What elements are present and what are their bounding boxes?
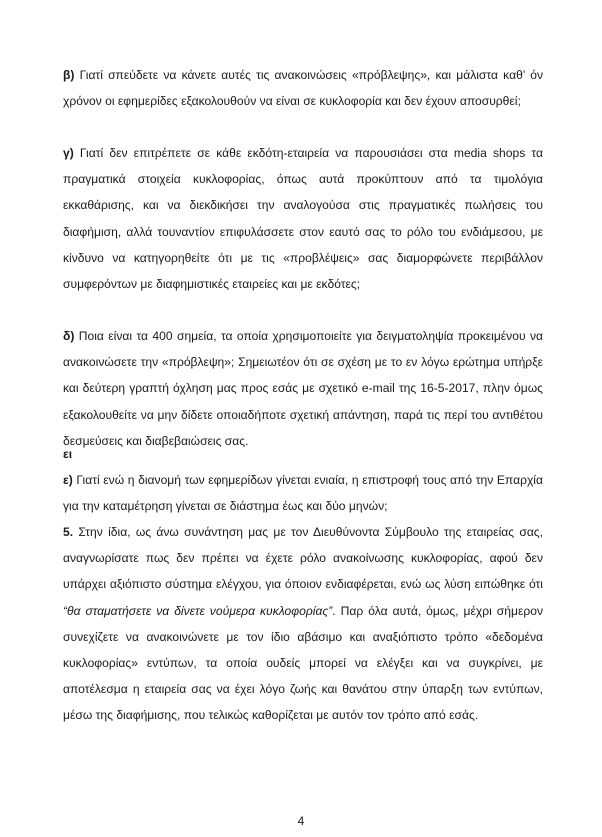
item-label: ε	[63, 447, 69, 461]
paragraph-delta	[63, 323, 543, 454]
item-text: Γιατί δεν επιτρέπετε σε κάθε εκδότη-εταιρεία να παρουσιάσει στα media shops τα πραγματικά στοιχεία κυκλοφορίας, όπως αυτά προκύπτουν από τα τιμολόγια εκκαθάρισης, και να διεκδικήσει την αναλογούσα στις πραγματικές πωλήσεις του διαφήμιση, αλλά τουναντίον επιφυλάσσετε στον εαυτό σας το ρόλο του ενδιάμεσου, με κίνδυνο να κατηγορηθείτε ότι με τις «προβλέψεις» σας διαμορφώνετε περιβάλλον συμφερόντων με διαφημιστικές εταιρείες και με εκδότες;	[63, 146, 543, 292]
paragraph-epsilon-heading	[63, 441, 543, 467]
item-quote: “θα σταματήσετε να δίνετε νούμερα κυκλοφορίας”	[63, 603, 333, 618]
item-text-after: . Παρ όλα αυτά, όμως, μέχρι σήμερον συνεχίζετε να ανακοινώνετε με τον ίδιο αβάσιμο και αναξιόπιστο τρόπο «δεδομένα κυκλοφορίας» εντύπων, τα οποία ουδείς μπορεί να ελέγξει και να συγκρίνει, με αποτέλεσμα η εταιρεία σας να έχει λόγο ζωής και θανάτου στην ύπαρξη των εντύπων, μέσω της διαφήμισης, που τελικώς καθορίζεται με αυτόν τον τρόπο από εσάς.	[63, 603, 543, 723]
item-label: 5.	[63, 525, 74, 539]
item-label: ε)	[63, 473, 73, 487]
paragraph-epsilon	[63, 467, 543, 519]
item-text: Γιατί ενώ η διανομή των εφημερίδων γίνεται ενιαία, η επιστροφή τους από την Επαρχία για την καταμέτρηση γίνεται σε διάστημα έως και δύο μηνών;	[63, 473, 543, 514]
paragraph-beta	[63, 62, 543, 114]
paragraph-gamma	[63, 140, 543, 297]
item-label: γ)	[63, 146, 74, 160]
item-label: β)	[63, 68, 75, 82]
item-text: Ποια είναι τα 400 σημεία, τα οποία χρησιμοποιείτε για δειγματοληψία προκειμένου να ανακοινώσετε την «πρόβλεψη»; Σημειωτέον ότι σε σχέση με το εν λόγω ερώτημα υπήρξε και δεύτερη γραπτή όχληση μας προς εσάς με σχετικό e-mail της 16-5-2017, πλην όμως εξακολουθείτε να μην δίδετε οποιαδήποτε σχετική απάντηση, παρά τις περί του αντιθέτου δεσμεύσεις και διαβεβαιώσεις σας.	[63, 329, 543, 448]
paragraph-five	[63, 519, 543, 729]
item-label: δ)	[63, 329, 75, 343]
item-label-trail: ι	[68, 447, 73, 461]
item-text: Γιατί σπεύδετε να κάνετε αυτές τις ανακοινώσεις «πρόβλεψης», και μάλιστα καθ’ όν χρόνον οι εφημερίδες εξακολουθούν να είναι σε κυκλοφορία και δεν έχουν αποσυρθεί;	[63, 68, 543, 109]
page-number: 4	[297, 814, 305, 828]
item-text-before: Στην ίδια, ως άνω συνάντηση μας με τον Διευθύνοντα Σύμβουλο της εταιρείας σας, αναγνωρίσατε πως δεν πρέπει να έχετε ρόλο ανακοίνωσης κυκλοφορίας, αφού δεν υπάρχει αξιόπιστο σύστημα ελέγχου, για όποιον ενδιαφέρεται, ενώ ως λύση ειπώθηκε ότι	[63, 525, 543, 592]
